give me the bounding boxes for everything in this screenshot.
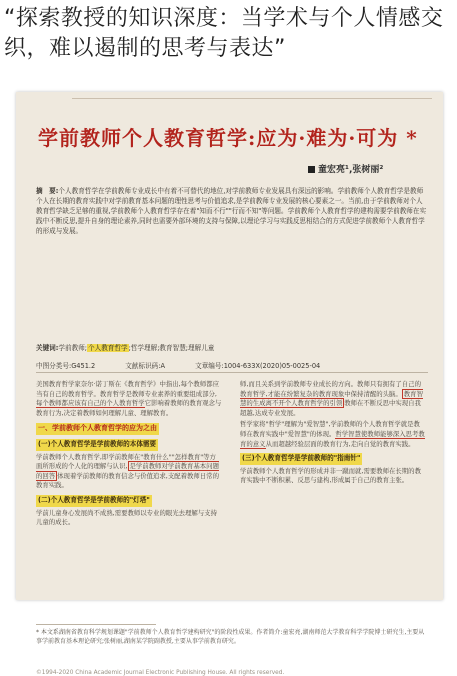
paragraph-text: 师,而且关系到学前教师专业成长的方向。教师只有拥有了自己的教育哲学,才能在纷繁复杂的教育现象中保持清醒的头脑。 (240, 380, 421, 398)
divider (36, 372, 428, 373)
right-column (240, 380, 426, 488)
footnote-rule (36, 624, 156, 625)
paragraph-text: 哲学家将"哲学"理解为"爱智慧",学前教师的个人教育哲学就是教师在教育实践中"爱智慧"的体现。 (240, 420, 420, 438)
article-title: 学前教师个人教育哲学:应为·难为·可为 * (38, 126, 418, 150)
keywords (36, 342, 428, 352)
keywords-label: 关键词: (36, 344, 59, 352)
boxed-text: 是学前教师对学前教育基本问题的回答 (36, 462, 219, 480)
square-bullet-icon (308, 166, 315, 173)
paragraph-text: 学前教师个人教育哲学,即学前教师在"教育什么""怎样教育"等方面所形成的个人化的理解与认识, (36, 452, 216, 471)
article-meta (36, 360, 428, 370)
paragraph (240, 380, 426, 418)
abstract (36, 186, 428, 236)
underlined-text: 每个教师都应该有自己的个人教育哲学 (36, 399, 145, 408)
subsection-heading: (二)个人教育哲学是学前教师的"灯塔" (36, 495, 152, 507)
paragraph-text: 教师在不断反思中实现自我超越,达成专业发展。 (240, 399, 421, 417)
clc-number: 中图分类号:G451.2 (36, 362, 96, 370)
keyword-highlight: 个人教育哲学 (88, 344, 128, 352)
keywords-rest: ;哲学理解;教育智慧;理解儿童 (128, 344, 215, 352)
author-names: 童宏亮¹,张树丽² (318, 165, 384, 175)
footnote: * 本文系湖南省教育科学规划课题"学前教师个人教育哲学建构研究"的阶段性成果。作者简介:童宏亮,湖南师范大学教育科学学院博士研究生,主要从事学前教育基本理论研究;张树丽,湖南某学院副教授,主要从事学前教育研究。 (36, 629, 425, 645)
header-rule (72, 98, 432, 99)
caption-text: “探索教授的知识深度：当学术与个人情感交织，难以遏制的思考与表达” (4, 6, 444, 61)
subsection-heading: (一)个人教育哲学是学前教师的本体需要 (36, 439, 158, 451)
left-column (36, 380, 222, 530)
underlined-text: 哲学智慧使教师能够深入思考教育的意义 (240, 429, 425, 448)
paragraph-text: 从而超越经验层面的教育行为,走向自觉的教育实践。 (265, 439, 415, 448)
paragraph (36, 453, 222, 491)
article-scan (16, 92, 443, 676)
section-heading: 一、学前教师个人教育哲学的应为之由 (36, 423, 159, 435)
paragraph-text: 体现着学前教师的教育信念与价值追求,支配着教师日常的教育实践。 (36, 471, 219, 490)
article-number: 文章编号:1004-633X(2020)05-0025-04 (195, 362, 321, 370)
paragraph (36, 380, 222, 418)
boxed-text: 教育智慧的生成离不开个人教育哲学的引领 (240, 389, 423, 408)
paragraph: 学前儿童身心发展尚不成熟,需要教师以专业的眼光去理解与支持儿童的成长。 (36, 508, 217, 527)
keyword-1: 学前教师; (58, 344, 88, 352)
paragraph (240, 420, 426, 449)
abstract-label: 摘 要: (36, 187, 59, 195)
copyright-line: ©1994-2020 China Academic Journal Electronic Publishing House. All rights reserved. (36, 670, 285, 676)
abstract-text: 个人教育哲学在学前教师专业成长中有着不可替代的地位,对学前教师专业发展具有深远的影响。学前教师个人教育哲学是教师个人在长期的教育实践中对学前教育基本问题的理性思考与价值追求,是学前教师专业发展的核心要素之一。当前,由于学前教师对个人教育哲学缺乏足够的重视,学前教师个人教育哲学存在着"知而不行""行而不知"等问题。学前教师个人教育哲学的建构需要学前教师在实践中不断反思,提升自身的理论素养,同时也需要外部环境的支持与保障,以理论学习与实践反思相结合的方式促进学前教师个人教育哲学的形成与发展。 (36, 187, 427, 235)
subsection-heading: (三)个人教育哲学是学前教师的"指南针" (240, 453, 362, 465)
paragraph: 学前教师个人教育哲学的形成并非一蹴而就,需要教师在长期的教育实践中不断积累、反思与建构,形成属于自己的教育主张。 (240, 466, 421, 485)
document-code: 文献标识码:A (125, 362, 165, 370)
paragraph-text: 美国教育哲学家奈尔·诺丁斯在《教育哲学》中指出,每个教师都应当有自己的教育哲学。教育哲学是教师专业素养的重要组成部分, (36, 380, 219, 398)
paragraph-text: 它影响着教师的教育观念与教育行为,决定着教师如何理解儿童、理解教育。 (36, 399, 222, 417)
authors (308, 162, 383, 175)
